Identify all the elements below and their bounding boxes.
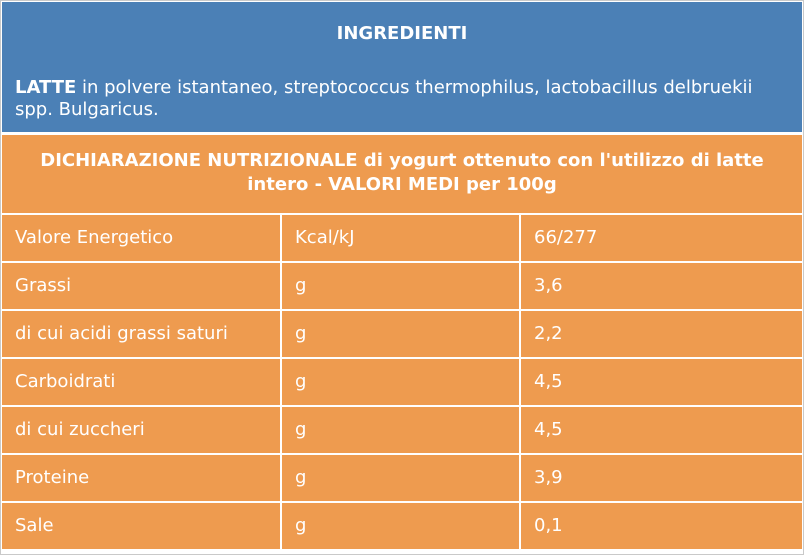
table-row <box>2 407 802 453</box>
ingredients-title: INGREDIENTI <box>336 23 468 44</box>
nutrient-name: Valore Energetico <box>2 215 280 261</box>
nutrient-unit: g <box>282 311 519 357</box>
table-row <box>2 455 802 501</box>
ingredients-text <box>15 77 775 121</box>
table-row <box>2 263 802 309</box>
ingredients-section <box>2 2 802 132</box>
table-row <box>2 215 802 261</box>
nutrient-value: 0,1 <box>521 503 802 549</box>
nutrient-value: 3,9 <box>521 455 802 501</box>
nutrient-name: Grassi <box>2 263 280 309</box>
nutrient-name: di cui acidi grassi saturi <box>2 311 280 357</box>
nutrition-table <box>2 215 802 551</box>
nutrient-value: 4,5 <box>521 407 802 453</box>
declaration-body: di yogurt ottenuto con l'utilizzo di latte intero - VALORI MEDI per 100g <box>247 150 764 195</box>
nutrient-unit: g <box>282 455 519 501</box>
nutrient-unit: g <box>282 263 519 309</box>
nutrient-value: 4,5 <box>521 359 802 405</box>
table-row <box>2 359 802 405</box>
nutrient-value: 3,6 <box>521 263 802 309</box>
nutrient-unit: Kcal/kJ <box>282 215 519 261</box>
table-row <box>2 503 802 549</box>
nutrient-value: 66/277 <box>521 215 802 261</box>
table-row <box>2 311 802 357</box>
nutrition-declaration-heading <box>2 135 802 213</box>
nutrient-unit: g <box>282 359 519 405</box>
nutrient-name: di cui zuccheri <box>2 407 280 453</box>
nutrient-unit: g <box>282 503 519 549</box>
nutrient-unit: g <box>282 407 519 453</box>
nutrient-name: Proteine <box>2 455 280 501</box>
declaration-lead: DICHIARAZIONE NUTRIZIONALE <box>40 150 358 171</box>
nutrient-name: Sale <box>2 503 280 549</box>
nutrient-value: 2,2 <box>521 311 802 357</box>
ingredients-lead: LATTE <box>15 77 77 98</box>
ingredients-body: in polvere istantaneo, streptococcus thermophilus, lactobacillus delbruekii spp. Bulgaricus. <box>15 77 753 120</box>
nutrient-name: Carboidrati <box>2 359 280 405</box>
